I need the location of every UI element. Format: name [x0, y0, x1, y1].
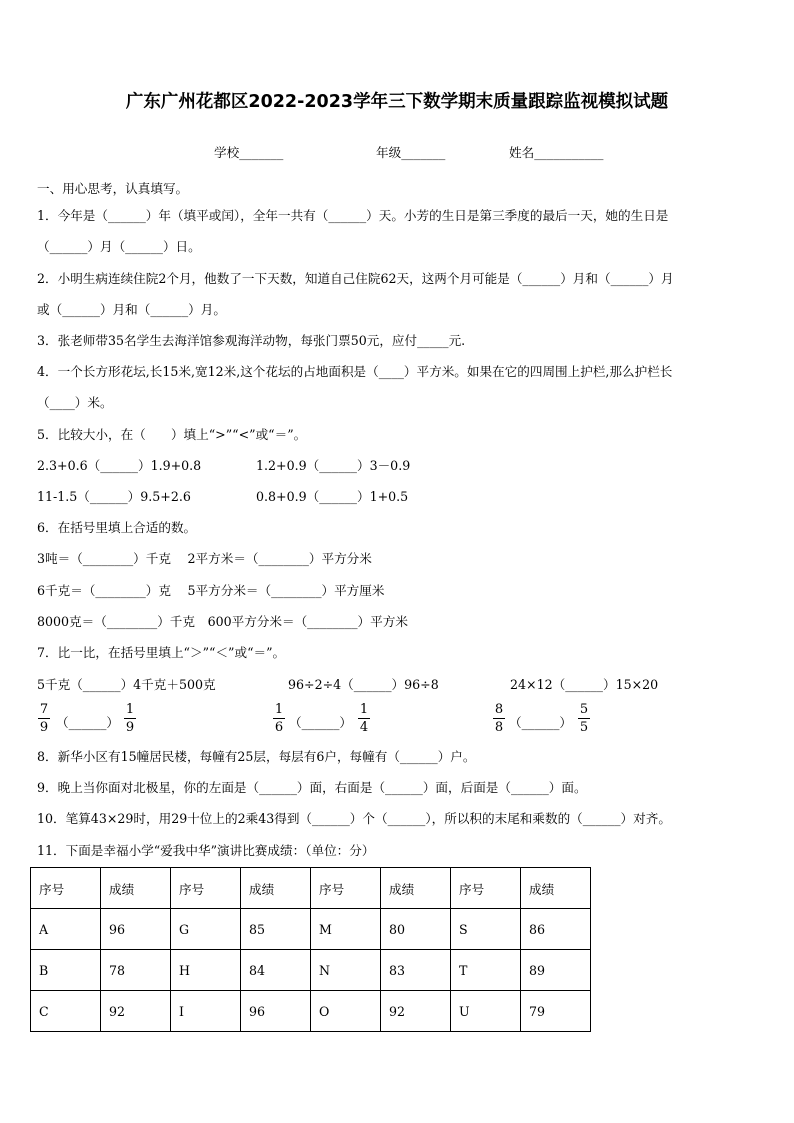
question-6-row-3: 8000克＝（________）千克 600平方分米＝（________）平方米: [37, 614, 408, 629]
question-7-row-1a: 5千克（______）4千克＋500克: [37, 677, 216, 692]
fraction-numerator: 1: [359, 702, 369, 717]
table-cell: S: [451, 909, 521, 950]
table-cell: 86: [521, 909, 591, 950]
question-1-line-2: （______）月（______）日。: [37, 239, 201, 254]
table-header-row: [31, 868, 591, 909]
fraction-7-9: [38, 702, 50, 735]
fraction-denominator: 9: [39, 720, 49, 735]
table-cell: C: [31, 991, 101, 1032]
name-field: 姓名___________: [509, 145, 604, 160]
question-10: 10．笔算43×29时，用29十位上的2乘43得到（______）个（______），所以积的末尾和乘数的（______）对齐。: [37, 811, 671, 826]
fraction-1-9: [124, 702, 136, 735]
grade-field: 年级_______: [376, 145, 446, 160]
table-cell: T: [451, 950, 521, 991]
table-cell: 84: [241, 950, 311, 991]
question-7-row-1c: 24×12（______）15×20: [510, 677, 659, 692]
fraction-bar: [273, 718, 285, 719]
table-header-cell: 序号: [451, 868, 521, 909]
fraction-bar: [38, 718, 50, 719]
table-header-cell: 序号: [171, 868, 241, 909]
table-row: [31, 950, 591, 991]
question-5: 5．比较大小，在（ ）填上“>”“<”或“＝”。: [37, 427, 307, 442]
page-title: 广东广州花都区2022-2023学年三下数学期末质量跟踪监视模拟试题: [125, 92, 669, 112]
table-cell: 78: [101, 950, 171, 991]
fraction-bar: [124, 718, 136, 719]
fraction-numerator: 8: [494, 702, 504, 717]
table-cell: 96: [101, 909, 171, 950]
question-1-line-1: 1．今年是（______）年（填平或闰），全年一共有（______）天。小芳的生日是第三季度的最后一天，她的生日是: [37, 208, 669, 223]
fraction-1-6: [273, 702, 285, 735]
table-cell: 80: [381, 909, 451, 950]
fraction-1-4: [358, 702, 370, 735]
fraction-8-8: [493, 702, 505, 735]
fraction-bar: [578, 718, 590, 719]
fraction-denominator: 8: [494, 720, 504, 735]
fraction-compare-blank-3: （______）: [509, 715, 572, 730]
question-7-row-1b: 96÷2÷4（______）96÷8: [288, 677, 439, 692]
question-6: 6．在括号里填上合适的数。: [37, 520, 197, 535]
table-cell: N: [311, 950, 381, 991]
table-cell: G: [171, 909, 241, 950]
question-9: 9．晚上当你面对北极星，你的左面是（______）面，右面是（______）面，后面是（______）面。: [37, 780, 587, 795]
table-row: [31, 909, 591, 950]
fraction-numerator: 1: [125, 702, 135, 717]
table-header-cell: 成绩: [101, 868, 171, 909]
table-cell: B: [31, 950, 101, 991]
fraction-compare-blank-2: （______）: [289, 715, 352, 730]
score-table: [30, 867, 591, 1032]
question-5-row-2a: 11-1.5（______）9.5+2.6: [37, 489, 191, 504]
fraction-bar: [493, 718, 505, 719]
fraction-denominator: 9: [125, 720, 135, 735]
table-cell: O: [311, 991, 381, 1032]
fraction-denominator: 4: [359, 720, 369, 735]
question-5-row-1b: 1.2+0.9（______）3－0.9: [256, 458, 411, 473]
table-cell: H: [171, 950, 241, 991]
question-3: 3．张老师带35名学生去海洋馆参观海洋动物，每张门票50元，应付_____元.: [37, 333, 466, 348]
question-2-line-2: 或（______）月和（______）月。: [37, 302, 226, 317]
fraction-numerator: 1: [274, 702, 284, 717]
table-cell: 96: [241, 991, 311, 1032]
question-5-row-1a: 2.3+0.6（______）1.9+0.8: [37, 458, 202, 473]
table-cell: 79: [521, 991, 591, 1032]
section-heading: 一、用心思考，认真填写。: [37, 181, 189, 196]
table-header-cell: 成绩: [241, 868, 311, 909]
question-4-line-1: 4．一个长方形花坛,长15米,宽12米,这个花坛的占地面积是（____）平方米。如果在它的四周围上护栏,那么护栏长: [37, 364, 673, 379]
question-6-row-2: 6千克＝（________）克 5平方分米＝（________）平方厘米: [37, 583, 385, 598]
fraction-denominator: 6: [274, 720, 284, 735]
table-header-cell: 成绩: [381, 868, 451, 909]
fraction-numerator: 5: [579, 702, 589, 717]
fraction-numerator: 7: [39, 702, 49, 717]
table-cell: 92: [381, 991, 451, 1032]
table-row: [31, 991, 591, 1032]
question-2-line-1: 2．小明生病连续住院2个月，他数了一下天数，知道自己住院62天，这两个月可能是（______）月和（______）月: [37, 271, 674, 286]
question-8: 8．新华小区有15幢居民楼，每幢有25层，每层有6户，每幢有（______）户。: [37, 749, 476, 764]
fraction-5-5: [578, 702, 590, 735]
table-cell: A: [31, 909, 101, 950]
question-5-row-2b: 0.8+0.9（______）1+0.5: [256, 489, 409, 504]
table-cell: 83: [381, 950, 451, 991]
question-6-row-1: 3吨＝（________）千克 2平方米＝（________）平方分米: [37, 551, 372, 566]
fraction-compare-blank-1: （______）: [56, 715, 119, 730]
school-field: 学校_______: [214, 145, 284, 160]
table-cell: I: [171, 991, 241, 1032]
table-header-cell: 序号: [311, 868, 381, 909]
question-11: 11．下面是幸福小学“爱我中华”演讲比赛成绩：（单位：分）: [37, 843, 375, 858]
question-7: 7．比一比，在括号里填上“＞”“＜”或“＝”。: [37, 645, 286, 660]
table-header-cell: 序号: [31, 868, 101, 909]
question-4-line-2: （____）米。: [37, 395, 113, 410]
table-header-cell: 成绩: [521, 868, 591, 909]
fraction-bar: [358, 718, 370, 719]
fraction-denominator: 5: [579, 720, 589, 735]
table-cell: 85: [241, 909, 311, 950]
table-cell: 92: [101, 991, 171, 1032]
table-cell: M: [311, 909, 381, 950]
table-cell: U: [451, 991, 521, 1032]
table-cell: 89: [521, 950, 591, 991]
